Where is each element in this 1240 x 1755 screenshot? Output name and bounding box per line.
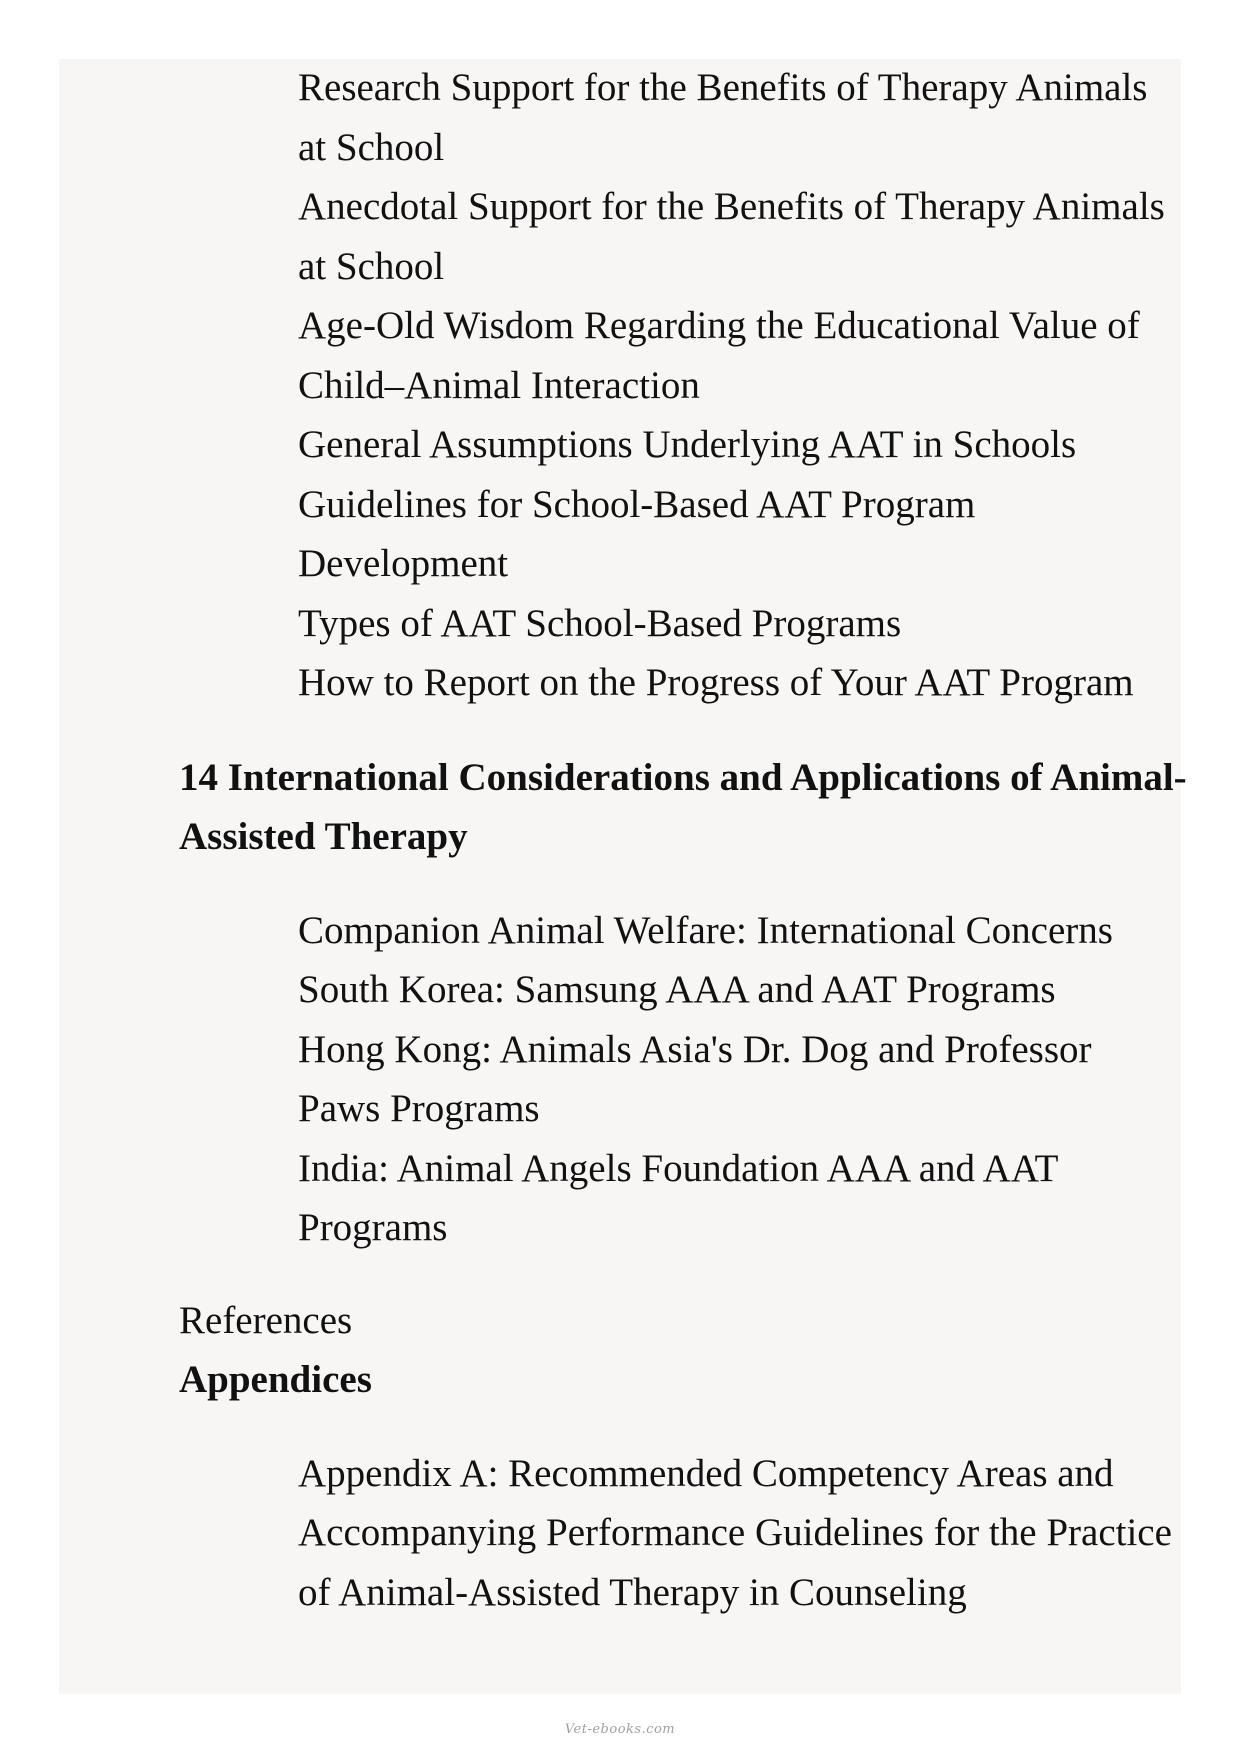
toc-entry[interactable]: Research Support for the Benefits of Therapy Animals at School xyxy=(298,66,1148,169)
toc-entry[interactable]: Age-Old Wisdom Regarding the Educational Value of Child–Animal Interaction xyxy=(298,304,1140,407)
watermark-logo: Vet-ebooks.com xyxy=(564,1722,676,1737)
document-page xyxy=(59,59,1187,1694)
toc-references[interactable]: References xyxy=(179,1298,353,1342)
toc-subsection-list xyxy=(179,901,1179,1258)
toc-entry[interactable]: How to Report on the Progress of Your AAT Program xyxy=(298,661,1134,704)
toc-entry[interactable]: Types of AAT School-Based Programs xyxy=(298,601,902,645)
toc-entry[interactable]: India: Animal Angels Foundation AAA and AAT Programs xyxy=(298,1146,1058,1249)
toc-appendices-heading[interactable]: Appendices xyxy=(179,1358,372,1401)
toc-entry[interactable]: Anecdotal Support for the Benefits of Therapy Animals at School xyxy=(298,185,1165,288)
toc-entry[interactable]: South Korea: Samsung AAA and AAT Programs xyxy=(298,968,1056,1011)
toc-entry[interactable]: Hong Kong: Animals Asia's Dr. Dog and Professor Paws Programs xyxy=(298,1027,1092,1130)
toc-subsection-list xyxy=(179,58,1179,713)
toc-entry[interactable]: Companion Animal Welfare: International Concerns xyxy=(298,908,1113,952)
toc-entry[interactable]: General Assumptions Underlying AAT in Schools xyxy=(298,423,1077,466)
toc-chapter-heading[interactable]: 14 International Considerations and Applications of Animal-Assisted Therapy xyxy=(179,755,1187,858)
table-of-contents xyxy=(179,59,1187,1622)
toc-entry[interactable]: Guidelines for School-Based AAT Program Development xyxy=(298,482,976,585)
toc-subsection-list xyxy=(179,1444,1179,1623)
toc-entry[interactable]: Appendix A: Recommended Competency Areas and Accompanying Performance Guidelines for the Practice of Animal-Assisted Therapy in Counseling xyxy=(298,1451,1172,1614)
